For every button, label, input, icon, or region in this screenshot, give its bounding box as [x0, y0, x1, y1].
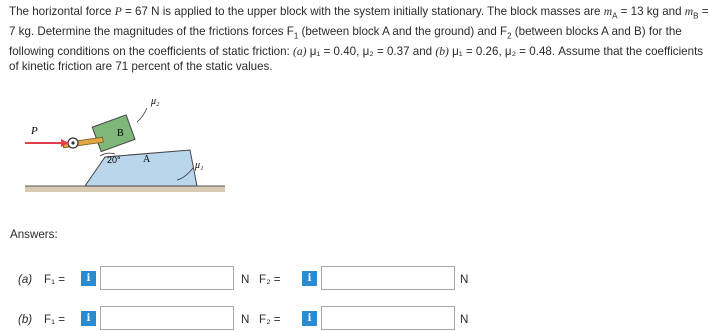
problem-statement: The horizontal force P = 67 N is applied to the upper block with the system initially stationary. The block masses are $m_A = 13$ kg and $m_B = 7$ kg. Determine the magnitudes of the frictions forces $F_1$ (between block A and the ground) and $F_2$ (between blocks A and B) for the following conditions on the coefficients of static friction: (a) μ₁ = 0.40, μ₂ = 0.37 and (b) μ₁ = 0.26, μ₂ = 0.48. Assume that the coefficients of kinetic friction are 71 percent of the static values.: [9, 5, 709, 74]
part-label: (b): [18, 313, 33, 326]
f2-input-b[interactable]: [321, 306, 455, 330]
f1-label: F₁ =: [44, 273, 65, 286]
label-p: P: [31, 125, 38, 137]
f1-input-b[interactable]: [100, 306, 234, 330]
f2-input-a[interactable]: [321, 266, 455, 290]
block-b: [92, 115, 135, 152]
f1-input-a[interactable]: [100, 266, 234, 290]
answers-label: Answers:: [10, 228, 58, 241]
part-label: (a): [18, 273, 33, 286]
label-a: A: [143, 154, 151, 165]
unit-label: N: [460, 273, 469, 286]
unit-label: N: [241, 313, 250, 326]
info-icon[interactable]: i: [302, 311, 317, 326]
answer-row-b: [0, 306, 720, 332]
label-angle: 20°: [107, 155, 121, 165]
answer-row-a: [0, 266, 720, 292]
info-icon[interactable]: i: [81, 311, 96, 326]
info-icon[interactable]: i: [81, 271, 96, 286]
f2-label: F₂ =: [259, 273, 281, 286]
unit-label: N: [460, 313, 469, 326]
blocks-diagram: [25, 82, 225, 202]
label-mu1: μ₁: [195, 160, 204, 171]
problem-figure: [25, 82, 225, 207]
info-icon[interactable]: i: [302, 271, 317, 286]
label-mu2: μ₂: [151, 96, 160, 107]
label-b: B: [117, 128, 124, 139]
force-symbol: P: [114, 5, 122, 18]
unit-label: N: [241, 273, 250, 286]
ground: [25, 186, 225, 192]
f2-label: F₂ =: [259, 313, 281, 326]
f1-label: F₁ =: [44, 313, 65, 326]
